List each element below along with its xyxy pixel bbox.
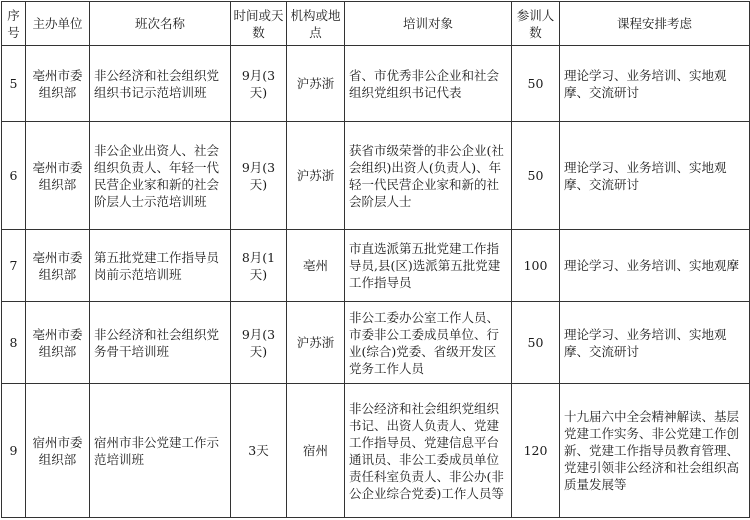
cell-target: 非公经济和社会组织党组织书记、出资人负责人、党建工作指导员、党建信息平台通讯员、非公工委成员单位责任科室负责人、非公办(非公企业综合党委)工作人员等 <box>345 384 512 518</box>
cell-target: 非公工委办公室工作人员、市委非公工委成员单位、行业(综合)党委、省级开发区党务工作人员 <box>345 302 512 384</box>
cell-place: 沪苏浙 <box>287 46 345 122</box>
cell-course: 理论学习、业务培训、实地观摩、交流研讨 <box>560 46 750 122</box>
table-row <box>2 46 750 122</box>
table-row <box>2 122 750 230</box>
cell-count: 50 <box>512 46 560 122</box>
cell-place: 沪苏浙 <box>287 122 345 230</box>
cell-target: 市直选派第五批党建工作指导员,县(区)选派第五批党建工作指导员 <box>345 230 512 302</box>
cell-seq: 8 <box>2 302 26 384</box>
cell-place: 宿州 <box>287 384 345 518</box>
cell-seq: 6 <box>2 122 26 230</box>
header-course: 课程安排考虑 <box>560 2 750 46</box>
training-table <box>1 1 750 518</box>
table-row <box>2 384 750 518</box>
cell-time: 9月(3天) <box>231 302 287 384</box>
cell-org: 宿州市委组织部 <box>26 384 90 518</box>
cell-place: 亳州 <box>287 230 345 302</box>
cell-course: 理论学习、业务培训、实地观摩、交流研讨 <box>560 122 750 230</box>
cell-count: 100 <box>512 230 560 302</box>
cell-org: 亳州市委组织部 <box>26 46 90 122</box>
header-org: 主办单位 <box>26 2 90 46</box>
header-count: 参训人数 <box>512 2 560 46</box>
cell-target: 获省市级荣誉的非公企业(社会组织)出资人(负责人)、年轻一代民营企业家和新的社会阶层人士 <box>345 122 512 230</box>
cell-time: 3天 <box>231 384 287 518</box>
cell-seq: 5 <box>2 46 26 122</box>
header-target: 培训对象 <box>345 2 512 46</box>
cell-time: 9月(3天) <box>231 46 287 122</box>
cell-name: 非公经济和社会组织党组织书记示范培训班 <box>90 46 231 122</box>
header-place: 机构或地点 <box>287 2 345 46</box>
cell-seq: 7 <box>2 230 26 302</box>
cell-name: 第五批党建工作指导员岗前示范培训班 <box>90 230 231 302</box>
cell-count: 50 <box>512 302 560 384</box>
cell-target: 省、市优秀非公企业和社会组织党组织书记代表 <box>345 46 512 122</box>
cell-seq: 9 <box>2 384 26 518</box>
header-name: 班次名称 <box>90 2 231 46</box>
cell-name: 非公企业出资人、社会组织负责人、年轻一代民营企业家和新的社会阶层人士示范培训班 <box>90 122 231 230</box>
header-row <box>2 2 750 46</box>
cell-place: 沪苏浙 <box>287 302 345 384</box>
cell-time: 8月(1天) <box>231 230 287 302</box>
cell-time: 9月(3天) <box>231 122 287 230</box>
cell-count: 120 <box>512 384 560 518</box>
header-time: 时间或天数 <box>231 2 287 46</box>
header-seq: 序号 <box>2 2 26 46</box>
cell-course: 理论学习、业务培训、实地观摩 <box>560 230 750 302</box>
cell-org: 亳州市委组织部 <box>26 122 90 230</box>
cell-org: 亳州市委组织部 <box>26 230 90 302</box>
table-row <box>2 302 750 384</box>
cell-course: 理论学习、业务培训、实地观摩、交流研讨 <box>560 302 750 384</box>
cell-count: 50 <box>512 122 560 230</box>
table-row <box>2 230 750 302</box>
cell-course: 十九届六中全会精神解读、基层党建工作实务、非公党建工作创新、党建工作指导员教育管理、党建引领非公经济和社会组织高质量发展等 <box>560 384 750 518</box>
cell-org: 亳州市委组织部 <box>26 302 90 384</box>
cell-name: 非公经济和社会组织党务骨干培训班 <box>90 302 231 384</box>
cell-name: 宿州市非公党建工作示范培训班 <box>90 384 231 518</box>
